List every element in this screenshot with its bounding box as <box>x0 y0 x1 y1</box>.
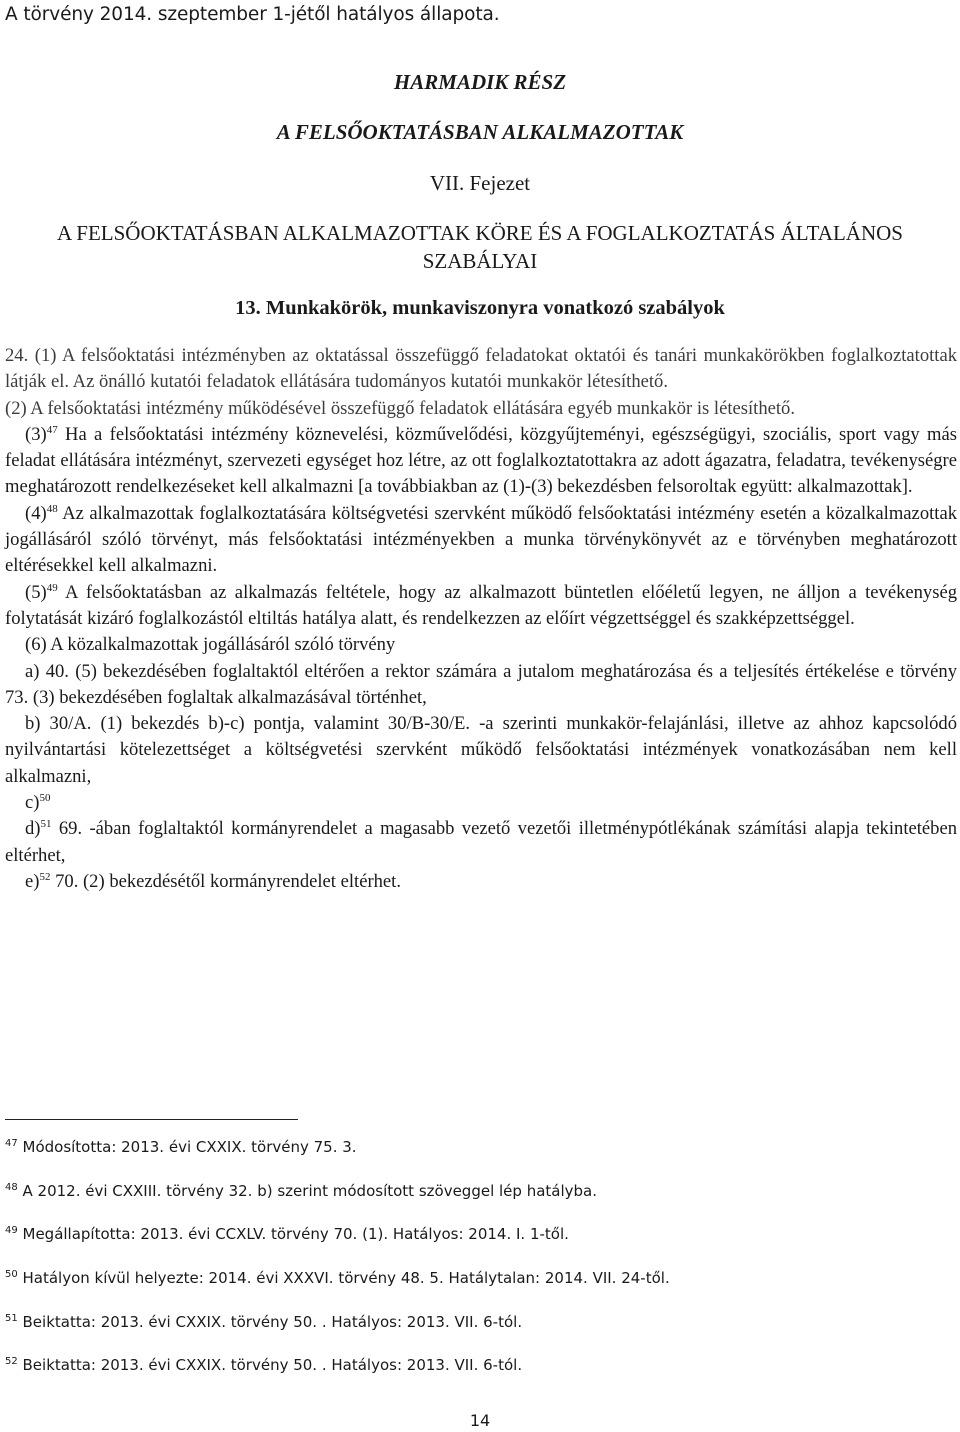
section-body <box>5 343 957 895</box>
footnote: $^{52}$ Beiktatta: 2013. évi CXXIX. törvény 50. . Hatályos: 2013. VII. 6-tól. <box>5 1356 523 1375</box>
paragraph-3: $(3)^{47}$ Ha a felsőoktatási intézmény köznevelési, közművelődési, közgyűjteményi, egészségügyi, szociális, sport vagy más feladat ellátására intézményt, szervezeti egységet hoz létre, az ott foglalkoztatottakra az adott ágazatra, feladatra, tevékenységre meghatározott rendelkezéseket kell alkalmazni [a továbbiakban az (1)-(3) bekezdésben felsoroltak együtt: alkalmazottak]. <box>5 423 957 498</box>
footnote: $^{50}$ Hatályon kívül helyezte: 2014. évi XXXVI. törvény 48. 5. Hatálytalan: 2014. VII. 24-től. <box>5 1269 670 1288</box>
part-title: HARMADIK RÉSZ <box>393 70 567 94</box>
footnote-ref-47[interactable]: 47 <box>46 423 58 436</box>
footnote: $^{49}$ Megállapította: 2013. évi CCXLV. törvény 70. (1). Hatályos: 2014. I. 1-től. <box>5 1225 569 1244</box>
chapter-subtitle: A FELSŐOKTATÁSBAN ALKALMAZOTTAK KÖRE ÉS A FOGLALKOZTATÁS ÁLTALÁNOS SZABÁLYAI <box>57 221 903 273</box>
part-subtitle: A FELSŐOKTATÁSBAN ALKALMAZOTTAK <box>276 120 684 144</box>
section-title: 13. Munkakörök, munkaviszonyra vonatkozó szabályok <box>235 297 725 319</box>
point-e: e)$^{52}$ 70. (2) bekezdésétől kormányrendelet eltérhet. <box>25 870 402 892</box>
point-c: c)$^{50}$ <box>25 791 51 814</box>
chapter-title: VII. Fejezet <box>429 171 531 195</box>
footnotes <box>5 1138 945 1400</box>
paragraph-6: (6) A közalkalmazottak jogállásáról szóló törvény <box>25 634 396 656</box>
paragraph-2: (2) A felsőoktatási intézmény működésével összefüggő feladatok ellátására egyéb munkakör is létesíthető. <box>5 397 795 419</box>
footnote-ref-48[interactable]: 48 <box>46 502 58 515</box>
paragraph-5: $(5)^{49}$ A felsőoktatásban az alkalmazás feltétele, hogy az alkalmazott büntetlen előéletű legyen, ne álljon a tevékenység folytatását kizáró foglalkozástól eltiltás hatálya alatt, és rendelkezzen az előírt végzettséggel és szakképzettséggel. <box>5 581 957 629</box>
point-a: a) 40. (5) bekezdésében foglaltaktól eltérően a rektor számára a jutalom meghatározása és a teljesítés értékelése e törvény 73. (3) bekezdésében foglaltak alkalmazásával történhet, <box>5 660 957 708</box>
footnote: $^{51}$ Beiktatta: 2013. évi CXXIX. törvény 50. . Hatályos: 2013. VII. 6-tól. <box>5 1312 523 1331</box>
footnote-ref-49[interactable]: 49 <box>46 581 58 594</box>
footnote: $^{48}$ A 2012. évi CXXIII. törvény 32. b) szerint módosított szöveggel lép hatályba. <box>5 1181 597 1200</box>
point-d: d)$^{51}$ 69. -ában foglaltaktól kormányrendelet a magasabb vezető vezetői illetménypótlékának számítási alapja tekintetében eltérhet, <box>5 818 957 866</box>
footnote: $^{47}$ Módosította: 2013. évi CXXIX. törvény 75. 3. <box>5 1138 357 1156</box>
footnote-ref-52[interactable]: 52 <box>39 870 51 883</box>
validity-note: A törvény 2014. szeptember 1-jétől hatályos állapota. <box>5 4 500 25</box>
footnote-ref-50[interactable]: 50 <box>39 791 51 804</box>
point-b: b) 30/A. (1) bekezdés b)-c) pontja, valamint 30/B-30/E. -a szerinti munkakör-felajánlási, illetve az ahhoz kapcsolódó nyilvántartási kötelezettséget a költségvetési szervként működő felsőoktatási intézmények vonatkozásában nem kell alkalmazni, <box>5 713 957 787</box>
footnote-separator <box>5 1119 298 1120</box>
page-number: 14 <box>469 1411 491 1430</box>
paragraph-4: $(4)^{48}$ Az alkalmazottak foglalkoztatására költségvetési szervként működő felsőoktatási intézmény esetén a közalkalmazottak jogállásáról szóló törvényt, más felsőoktatási intézményekben a munka törvénykönyvét az e törvényben meghatározott eltérésekkel kell alkalmazni. <box>5 502 957 577</box>
paragraph-24-1: 24. (1) A felsőoktatási intézményben az oktatással összefüggő feladatokat oktatói és tanári munkakörökben foglalkoztatottak látják el. Az önálló kutatói feladatok ellátására tudományos kutatói munkakör létesíthető. <box>5 345 957 393</box>
footnote-ref-51[interactable]: 51 <box>40 818 52 831</box>
